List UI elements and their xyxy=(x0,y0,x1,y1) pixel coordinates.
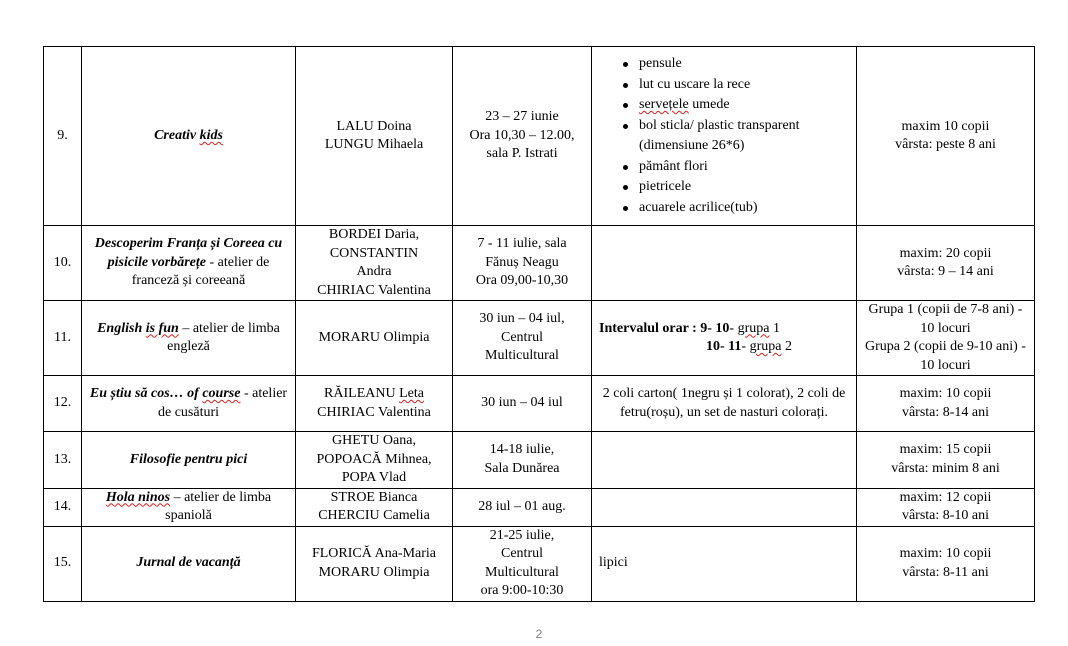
capacity-cell xyxy=(857,301,1035,376)
teacher-line: POPA Vlad xyxy=(341,470,407,485)
capacity-line: vârsta: 8-11 ani xyxy=(902,564,989,580)
table-row xyxy=(44,376,1035,432)
capacity-cell xyxy=(857,488,1035,526)
teacher-line: CHERCIU Camelia xyxy=(318,508,430,523)
capacity-cell xyxy=(857,376,1035,432)
teacher-line: Andra xyxy=(356,264,392,279)
workshop-title-bold: Descoperim Franța și Coreea cu pisicile vorbărețe xyxy=(94,236,283,270)
schedule-line: Centrul xyxy=(501,329,543,345)
schedule-cell xyxy=(453,432,592,489)
teachers-cell xyxy=(296,301,453,376)
row-number: 12. xyxy=(44,376,82,432)
capacity-line: maxim: 20 copii xyxy=(899,245,992,261)
table-row xyxy=(44,226,1035,301)
workshop-title-rest: - atelier de cusături xyxy=(157,386,288,420)
schedule-cell xyxy=(453,301,592,376)
capacity-cell xyxy=(857,432,1035,489)
table-row xyxy=(44,432,1035,489)
schedule-cell xyxy=(453,526,592,601)
materials-cell xyxy=(592,47,857,226)
schedule-cell xyxy=(453,226,592,301)
teacher-line: POPOACĂ Mihnea, xyxy=(316,451,432,467)
teacher-line: BORDEI Daria, xyxy=(328,227,420,242)
schedule-line: 28 iul – 01 aug. xyxy=(478,498,566,514)
capacity-line: Grupa 1 (copii de 7-8 ani) - 10 locuri xyxy=(868,302,1023,336)
materials-list xyxy=(595,54,853,218)
capacity-line: vârsta: minim 8 ani xyxy=(891,460,1000,476)
teachers-cell xyxy=(296,488,453,526)
schedule-line: 7 - 11 iulie, sala xyxy=(477,236,567,252)
schedule-cell xyxy=(453,488,592,526)
workshop-title: Creativ kids xyxy=(82,47,296,226)
schedule-line: 21-25 iulie, xyxy=(489,527,555,543)
schedule-line: Sala Dunărea xyxy=(484,460,560,476)
materials-cell xyxy=(592,488,857,526)
capacity-line: vârsta: 8-10 ani xyxy=(901,508,990,523)
teacher-line: CONSTANTIN xyxy=(329,245,419,261)
workshop-title: Hola ninos – atelier de limba spaniolă xyxy=(82,488,296,526)
table-row xyxy=(44,47,1035,226)
teacher-line: LALU Doina xyxy=(336,118,412,134)
teacher-line: CHIRIAC Valentina xyxy=(317,404,431,420)
orar-label: Intervalul orar xyxy=(599,320,689,336)
schedule-line: sala P. Istrati xyxy=(486,146,558,162)
teachers-cell xyxy=(296,432,453,489)
capacity-line: maxim: 12 copii xyxy=(899,489,992,505)
teachers-cell xyxy=(296,376,453,432)
workshop-title-rest: – atelier de limba engleză xyxy=(167,320,280,354)
materials-cell: 2 coli carton( 1negru și 1 colorat), 2 coli de fetru(roșu), un set de nasturi colorați. xyxy=(592,376,857,432)
workshop-title xyxy=(82,526,296,601)
teacher-line: RĂILEANU Leta xyxy=(324,386,424,401)
list-item: pensule xyxy=(623,54,853,75)
orar-line-1: Intervalul orar : 9- 10- grupa 1 xyxy=(599,320,780,336)
table-row xyxy=(44,301,1035,376)
workshop-title-bold: Jurnal de vacanță xyxy=(136,555,241,571)
materials-cell xyxy=(592,226,857,301)
materials-cell xyxy=(592,301,857,376)
workshop-title-bold: Filosofie pentru pici xyxy=(129,451,248,467)
capacity-line: maxim: 15 copii xyxy=(899,442,992,458)
workshops-table xyxy=(43,46,1035,602)
list-item: pământ flori xyxy=(623,157,853,178)
schedule-line: 30 iun – 04 iul xyxy=(481,395,563,411)
row-number: 15. xyxy=(44,526,82,601)
row-number: 13. xyxy=(44,432,82,489)
teacher-line: FLORICĂ Ana-Maria xyxy=(311,546,437,561)
schedule-cell xyxy=(453,47,592,226)
list-item: servețele umede xyxy=(623,95,853,116)
teacher-line: GHETU Oana, xyxy=(332,433,416,448)
workshop-title: English is fun – atelier de limba engleză xyxy=(82,301,296,376)
schedule-line: Multicultural xyxy=(485,348,559,364)
schedule-line: ora 9:00-10:30 xyxy=(480,583,564,598)
materials-cell: lipici xyxy=(592,526,857,601)
schedule-line: Ora 10,30 – 12.00, xyxy=(469,127,575,143)
orar-line-2: 10- 11- grupa 2 xyxy=(706,339,792,354)
row-number: 10. xyxy=(44,226,82,301)
schedule-line: 23 – 27 iunie xyxy=(485,109,559,125)
capacity-line: vârsta: 8-14 ani xyxy=(901,404,990,420)
workshop-title-rest: – atelier de limba spaniolă xyxy=(165,489,272,523)
page-number: 2 xyxy=(535,627,543,641)
materials-cell xyxy=(592,432,857,489)
workshop-title xyxy=(82,226,296,301)
capacity-cell xyxy=(857,526,1035,601)
teachers-cell xyxy=(296,526,453,601)
teacher-line: STROE Bianca xyxy=(330,489,418,505)
row-number: 14. xyxy=(44,488,82,526)
workshop-title: Eu știu să cos… of course - atelier de cusături xyxy=(82,376,296,432)
list-item: bol sticla/ plastic transparent (dimensiune 26*6) xyxy=(623,116,853,157)
teacher-line: CHIRIAC Valentina xyxy=(317,282,431,298)
capacity-line: maxim: 10 copii xyxy=(899,386,992,401)
schedule-line: 14-18 iulie, xyxy=(489,442,555,458)
capacity-line: vârsta: peste 8 ani xyxy=(895,137,996,152)
teacher-line: LUNGU Mihaela xyxy=(324,137,424,152)
schedule-line: Fănuș Neagu xyxy=(485,254,559,270)
capacity-line: Grupa 2 (copii de 9-10 ani) - 10 locuri xyxy=(865,339,1026,373)
table-row xyxy=(44,488,1035,526)
capacity-cell xyxy=(857,47,1035,226)
teacher-line: MORARU Olimpia xyxy=(318,564,430,580)
schedule-cell xyxy=(453,376,592,432)
capacity-cell xyxy=(857,226,1035,301)
capacity-line: maxim: 10 copii xyxy=(899,546,992,561)
teacher-line: MORARU Olimpia xyxy=(318,329,430,345)
row-number: 11. xyxy=(44,301,82,376)
capacity-line: vârsta: 9 – 14 ani xyxy=(897,264,994,279)
workshop-title xyxy=(82,432,296,489)
schedule-line: Centrul xyxy=(501,546,543,561)
workshop-title-rest: - atelier de franceză și coreeană xyxy=(131,254,270,289)
list-item: lut cu uscare la rece xyxy=(623,75,853,96)
schedule-line: 30 iun – 04 iul, xyxy=(479,311,565,327)
row-number: 9. xyxy=(44,47,82,226)
teachers-cell xyxy=(296,226,453,301)
list-item: acuarele acrilice(tub) xyxy=(623,198,853,219)
table-row xyxy=(44,526,1035,601)
capacity-line: maxim 10 copii xyxy=(901,118,990,134)
schedule-line: Multicultural xyxy=(485,564,559,580)
schedule-line: Ora 09,00-10,30 xyxy=(475,273,569,289)
teachers-cell xyxy=(296,47,453,226)
list-item: pietricele xyxy=(623,177,853,198)
